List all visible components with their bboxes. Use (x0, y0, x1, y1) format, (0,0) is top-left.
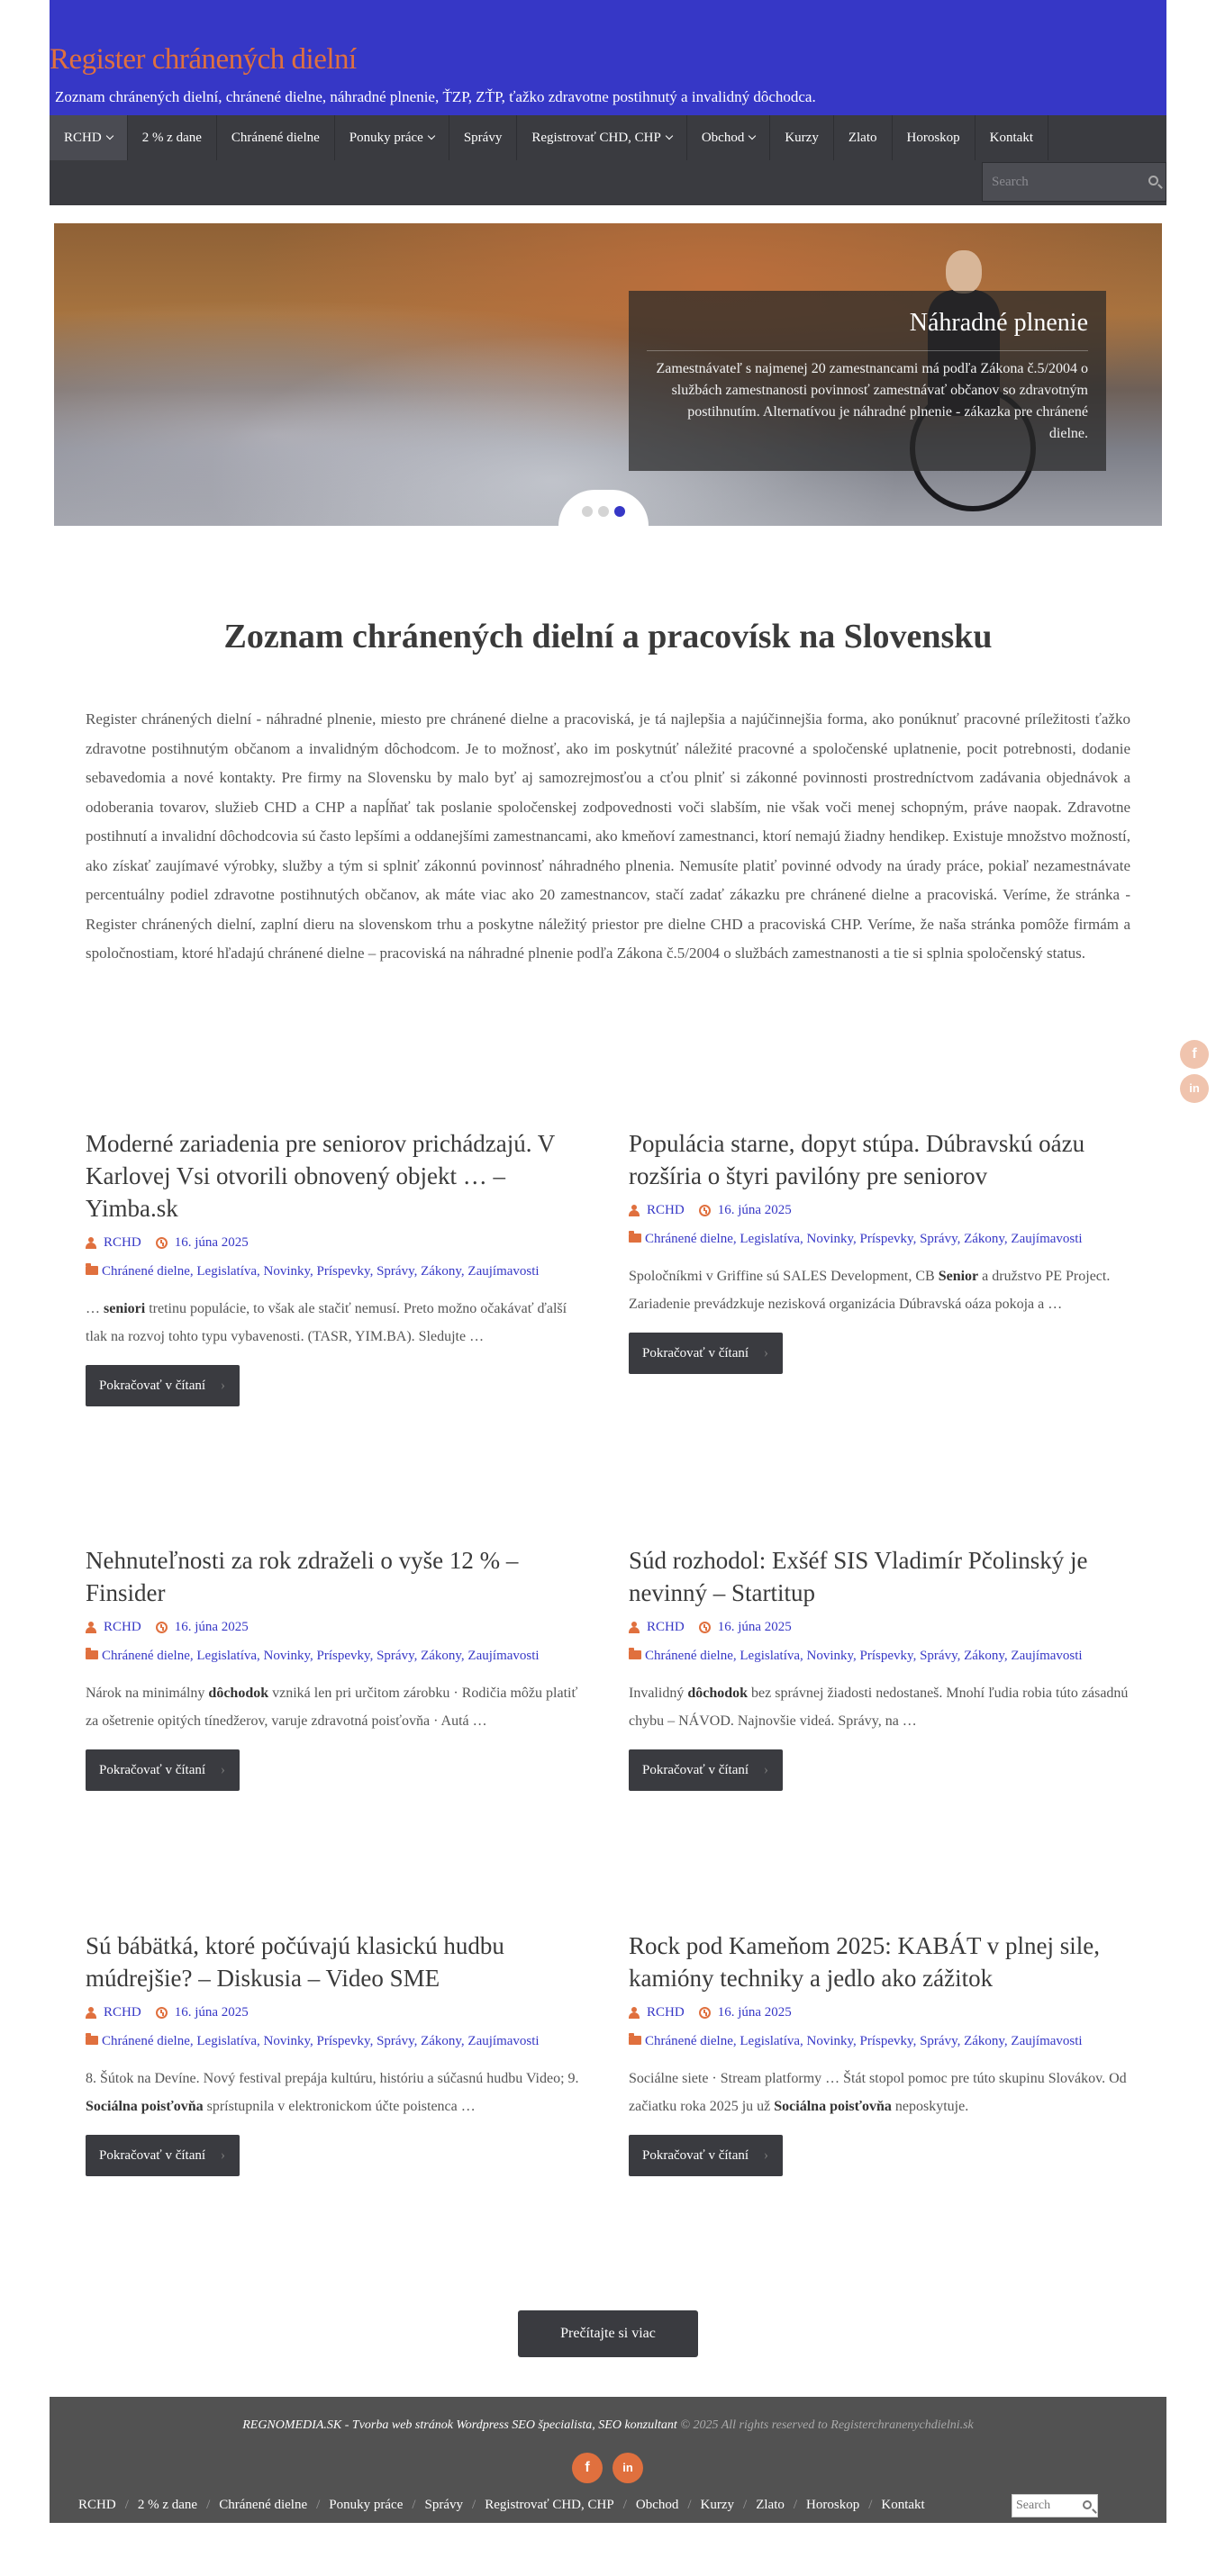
footer-nav-separator: / (793, 2498, 798, 2512)
footer-credit-link[interactable]: REGNOMEDIA.SK - Tvorba web stránok Wordpress SEO špecialista, SEO konzultant (242, 2418, 677, 2432)
nav-item-label: Ponuky práce (349, 131, 423, 145)
footer-search-input[interactable] (1012, 2495, 1075, 2517)
post-author-link[interactable]: RCHD (647, 1620, 685, 1634)
post-categories-links[interactable]: Chránené dielne, Legislatíva, Novinky, Príspevky, Správy, Zákony, Zaujímavosti (102, 1649, 540, 1663)
post-excerpt: Nárok na minimálny dôchodok vzniká len pri určitom zárobku · Rodičia môžu platiť za ošetrenie opitých tínedžerov, varuje zdravotná poisťovňa · Autá … (86, 1686, 578, 1729)
footer-nav-separator: / (472, 2498, 476, 2512)
footer-nav-item[interactable]: 2 % z dane (137, 2498, 198, 2512)
post-excerpt: Invalidný dôchodok bez správnej žiadosti nedostaneš. Mnohí ľudia robia túto zásadnú chybu – NÁVOD. Najnovšie videá. Správy, na … (629, 1686, 1129, 1729)
footer-nav-separator: / (316, 2498, 321, 2512)
post-title-link[interactable]: Populácia starne, dopyt stúpa. Dúbravskú oázu rozšíria o štyri pavilóny pre seniorov (629, 1130, 1085, 1189)
post-card (86, 1127, 585, 1406)
post-categories-links[interactable]: Chránené dielne, Legislatíva, Novinky, Príspevky, Správy, Zákony, Zaujímavosti (645, 1649, 1083, 1663)
site-description: Zoznam chránených dielní, chránené dielne, náhradné plnenie, ŤZP, ZŤP, ťažko zdravotne postihnutý a invalidný dôchodca. (55, 88, 816, 105)
post-card (629, 1544, 1129, 1791)
slide-title: Náhradné plnenie (647, 309, 1088, 351)
post-excerpt: Spoločníkmi v Griffine sú SALES Development, CB Senior a družstvo PE Project. Zariadenie prevádzkuje nezisková organizácia Dúbravská oáza pokoja a … (629, 1269, 1111, 1312)
post-categories-links[interactable]: Chránené dielne, Legislatíva, Novinky, Príspevky, Správy, Zákony, Zaujímavosti (645, 1232, 1083, 1246)
hero-slider (54, 223, 1162, 526)
post-excerpt: … seniori tretinu populácie, to však ale stačiť nemusí. Preto možno očakávať ďalší tlak na rozvoj tohto typu vybavenosti. (TASR, YIM.BA). Sledujte … (86, 1301, 567, 1344)
footer-nav-separator: / (743, 2498, 748, 2512)
post-date-link[interactable]: 16. júna 2025 (717, 1203, 792, 1217)
nav-item-7[interactable] (770, 115, 834, 160)
nav-item-1[interactable] (128, 115, 217, 160)
footer-nav-item[interactable]: Správy (424, 2498, 464, 2512)
clock-icon (156, 1237, 168, 1249)
slider-dot[interactable] (614, 506, 625, 517)
post-meta (629, 1201, 1129, 1219)
footer-nav-item[interactable]: Registrovať CHD, CHP (485, 2498, 614, 2512)
post-title-link[interactable]: Nehnuteľnosti za rok zdraželi o vyše 12 % – Finsider (86, 1547, 519, 1606)
slide-text: Zamestnávateľ s najmenej 20 zamestnancami má podľa Zákona č.5/2004 o službách zamestnanosti povinnosť zamestnávať občanov so zdravotným postihnutím. Alternatívou je náhradné plnenie - zákazka pre chránené dielne. (656, 361, 1088, 441)
search-icon[interactable] (1148, 176, 1158, 185)
post-excerpt: Sociálne siete · Stream platformy … Štát stopol pomoc pre túto skupinu Slovákov. Od začiatku roka 2025 ju už Sociálna poisťovňa neposkytuje. (629, 2071, 1127, 2114)
intro-paragraph: Register chránených dielní - náhradné plnenie, miesto pre chránené dielne a pracoviská, je tá najlepšia a najúčinnejšia forma, ako ponúknuť pracovné príležitosti ťažko zdravotne postihnutým občanom a invalidným dôchodcom. Je to možnosť, ako im poskytnúť náležité pracovné a spoločenské uplatnenie, pocit potrebnosti, dodanie sebavedomia a nové kontakty. Pre firmy na Slovensku by malo byť aj samozrejmosťou a cťou plniť si zákonné povinnosti prostredníctvom zadávania objednávok a odoberania tovarov, služieb CHD a CHP a napĺňať tak poslanie spoločenskej zodpovednosti voči slabším, nie však voči menej schopným, práve naopak. Zdravotne postihnutí a invalidní dôchodcovia sú často lepšími a oddanejšími zamestnancami, ako kmeňoví zamestnanci, ktorí nemajú žiadny hendikep. Existuje množstvo možností, ako získať zaujímavé výrobky, služby a tým si splniť zákonnú povinnosť náhradného plnenia. Nemusíte platiť povinné odvody na úrady práce, pokiaľ nezamestnávate percentuálny podiel zdravotne postihnutých občanov, ak máte viac ako 20 zamestnancov, stačí zadať zákazku pre chránené dielne a pracoviská. Veríme, že stránka - Register chránených dielní, zaplní dieru na slovenskom trhu a poskytne náležitý priestor pre dielne CHD a pracoviská CHP. Veríme, že naša stránka pomôže firmám a spoločnostiam, ktoré hľadajú chránené dielne – pracoviská na náhradné plnenie podľa Zákona č.5/2004 o službách zamestnanosti a tie si splnia spoločenský status. (86, 710, 1130, 962)
post-author-link[interactable]: RCHD (647, 2005, 685, 2020)
post-meta (629, 2003, 1129, 2021)
read-more-button[interactable]: Pokračovať v čítaní › (86, 2135, 240, 2176)
footer-nav-separator: / (412, 2498, 416, 2512)
post-categories (629, 1641, 1129, 1670)
user-icon (86, 1622, 96, 1633)
chevron-down-icon (666, 132, 673, 140)
nav-item-8[interactable] (834, 115, 893, 160)
nav-item-label: Chránené dielne (231, 131, 320, 145)
site-title-link[interactable]: Register chránených dielní (50, 43, 357, 76)
slider-dot[interactable] (598, 506, 609, 517)
folder-icon (86, 1266, 98, 1275)
post-meta (86, 1618, 585, 1636)
footer-nav-item[interactable]: Kurzy (700, 2498, 735, 2512)
post-categories (86, 2027, 585, 2056)
user-icon (629, 2007, 640, 2019)
post-author-link[interactable]: RCHD (647, 1203, 685, 1217)
post-date-link[interactable]: 16. júna 2025 (174, 1235, 249, 1250)
chevron-down-icon (105, 132, 113, 140)
footer-rights: © 2025 All rights reserved to Registerchranenychdielni.sk (680, 2418, 974, 2432)
footer-facebook-icon[interactable]: f (572, 2453, 603, 2483)
read-more-button[interactable]: Pokračovať v čítaní › (629, 1333, 783, 1374)
footer-nav-item[interactable]: RCHD (78, 2498, 116, 2512)
folder-icon (629, 1650, 641, 1659)
post-card (629, 1930, 1129, 2176)
footer-nav-separator: / (206, 2498, 211, 2512)
nav-search-box (982, 162, 1166, 202)
footer-nav-separator: / (124, 2498, 129, 2512)
post-date-link[interactable]: 16. júna 2025 (717, 1620, 792, 1634)
user-icon (86, 1237, 96, 1249)
post-author-link[interactable]: RCHD (104, 2005, 141, 2020)
nav-item-label: Horoskop (906, 131, 960, 145)
footer-search-icon[interactable] (1083, 2500, 1092, 2509)
post-card (86, 1930, 585, 2176)
footer-nav-item[interactable]: Kontakt (881, 2498, 925, 2512)
post-meta (86, 2003, 585, 2021)
nav-item-9[interactable] (893, 115, 976, 160)
person-head-shape (946, 250, 982, 294)
folder-icon (629, 2036, 641, 2045)
site-footer (50, 2397, 1166, 2523)
post-author-link[interactable]: RCHD (104, 1620, 141, 1634)
page-title: Zoznam chránených dielní a pracovísk na Slovensku (223, 618, 993, 655)
nav-item-5[interactable] (517, 115, 687, 160)
nav-item-10[interactable] (976, 115, 1048, 160)
footer-search-box (1012, 2494, 1098, 2517)
nav-item-label: 2 % z dane (141, 131, 202, 145)
nav-menu (50, 115, 1048, 160)
slide-caption (629, 291, 1106, 471)
footer-nav-item[interactable]: Chránené dielne (219, 2498, 308, 2512)
main-navigation (50, 115, 1166, 205)
post-title-link[interactable]: Moderné zariadenia pre seniorov prichádzajú. V Karlovej Vsi otvorili obnovený objekt … – Yimba.sk (86, 1130, 555, 1222)
footer-nav-item[interactable]: Obchod (635, 2498, 679, 2512)
post-title-link[interactable]: Sú bábätká, ktoré počúvajú klasickú hudbu múdrejšie? – Diskusia – Video SME (86, 1932, 504, 1992)
nav-item-4[interactable] (449, 115, 518, 160)
post-title-link[interactable]: Súd rozhodol: Exšéf SIS Vladimír Pčolinský je nevinný – Startitup (629, 1547, 1088, 1606)
slider-dot[interactable] (582, 506, 593, 517)
footer-linkedin-icon[interactable]: in (613, 2453, 643, 2483)
load-more-button[interactable]: Prečítajte si viac (518, 2310, 698, 2357)
post-title-link[interactable]: Rock pod Kameňom 2025: KABÁT v plnej sile, kamióny techniky a jedlo ako zážitok (629, 1932, 1100, 1992)
read-more-button[interactable]: Pokračovať v čítaní › (629, 1749, 783, 1791)
nav-item-3[interactable] (335, 115, 449, 160)
nav-item-2[interactable] (217, 115, 335, 160)
chevron-down-icon (749, 132, 756, 140)
footer-nav-item[interactable]: Horoskop (806, 2498, 860, 2512)
footer-nav-item[interactable]: Zlato (756, 2498, 785, 2512)
clock-icon (699, 2007, 711, 2019)
facebook-icon[interactable]: f (1180, 1040, 1209, 1069)
post-categories-links[interactable]: Chránené dielne, Legislatíva, Novinky, Príspevky, Správy, Zákony, Zaujímavosti (102, 1264, 540, 1279)
nav-item-0[interactable] (50, 115, 128, 160)
post-meta (629, 1618, 1129, 1636)
read-more-button[interactable]: Pokračovať v čítaní › (86, 1365, 240, 1406)
nav-item-label: Zlato (848, 131, 877, 145)
nav-item-label: Obchod (701, 131, 745, 145)
nav-item-label: Kurzy (785, 131, 819, 145)
clock-icon (699, 1205, 711, 1216)
user-icon (629, 1205, 640, 1216)
footer-nav-separator: / (622, 2498, 627, 2512)
footer-credit (50, 2418, 1166, 2433)
folder-icon (629, 1234, 641, 1243)
post-categories (629, 1225, 1129, 1253)
footer-nav-separator: / (687, 2498, 692, 2512)
clock-icon (156, 2007, 168, 2019)
user-icon (629, 1622, 640, 1633)
nav-search-input[interactable] (983, 163, 1136, 201)
post-excerpt: 8. Šútok na Devíne. Nový festival prepája kultúru, históriu a súčasnú hudbu Video; 9. Sociálna poisťovňa sprístupnila v elektronickom účte poistenca … (86, 2071, 579, 2114)
user-icon (86, 2007, 96, 2019)
clock-icon (699, 1622, 711, 1633)
footer-nav-separator: / (868, 2498, 873, 2512)
folder-icon (86, 1650, 98, 1659)
site-header (50, 0, 1166, 115)
clock-icon (156, 1622, 168, 1633)
post-categories (86, 1641, 585, 1670)
linkedin-icon[interactable]: in (1180, 1074, 1209, 1103)
nav-item-label: Správy (463, 131, 503, 145)
post-categories (86, 1257, 585, 1286)
folder-icon (86, 2036, 98, 2045)
footer-nav-item[interactable]: Ponuky práce (329, 2498, 404, 2512)
nav-item-label: Registrovať CHD, CHP (531, 131, 661, 145)
read-more-button[interactable]: Pokračovať v čítaní › (629, 2135, 783, 2176)
nav-item-6[interactable] (687, 115, 771, 160)
nav-item-label: Kontakt (989, 131, 1033, 145)
nav-item-label: RCHD (64, 131, 102, 145)
post-categories (629, 2027, 1129, 2056)
post-meta (86, 1234, 585, 1252)
post-card (86, 1544, 585, 1791)
post-date-link[interactable]: 16. júna 2025 (174, 1620, 249, 1634)
post-categories-links[interactable]: Chránené dielne, Legislatíva, Novinky, Príspevky, Správy, Zákony, Zaujímavosti (102, 2034, 540, 2048)
slider-pagination (558, 490, 649, 526)
post-date-link[interactable]: 16. júna 2025 (717, 2005, 792, 2020)
chevron-down-icon (428, 132, 435, 140)
read-more-button[interactable]: Pokračovať v čítaní › (86, 1749, 240, 1791)
post-author-link[interactable]: RCHD (104, 1235, 141, 1250)
post-date-link[interactable]: 16. júna 2025 (174, 2005, 249, 2020)
footer-navigation (78, 2498, 925, 2513)
post-card (629, 1127, 1129, 1374)
post-categories-links[interactable]: Chránené dielne, Legislatíva, Novinky, Príspevky, Správy, Zákony, Zaujímavosti (645, 2034, 1083, 2048)
